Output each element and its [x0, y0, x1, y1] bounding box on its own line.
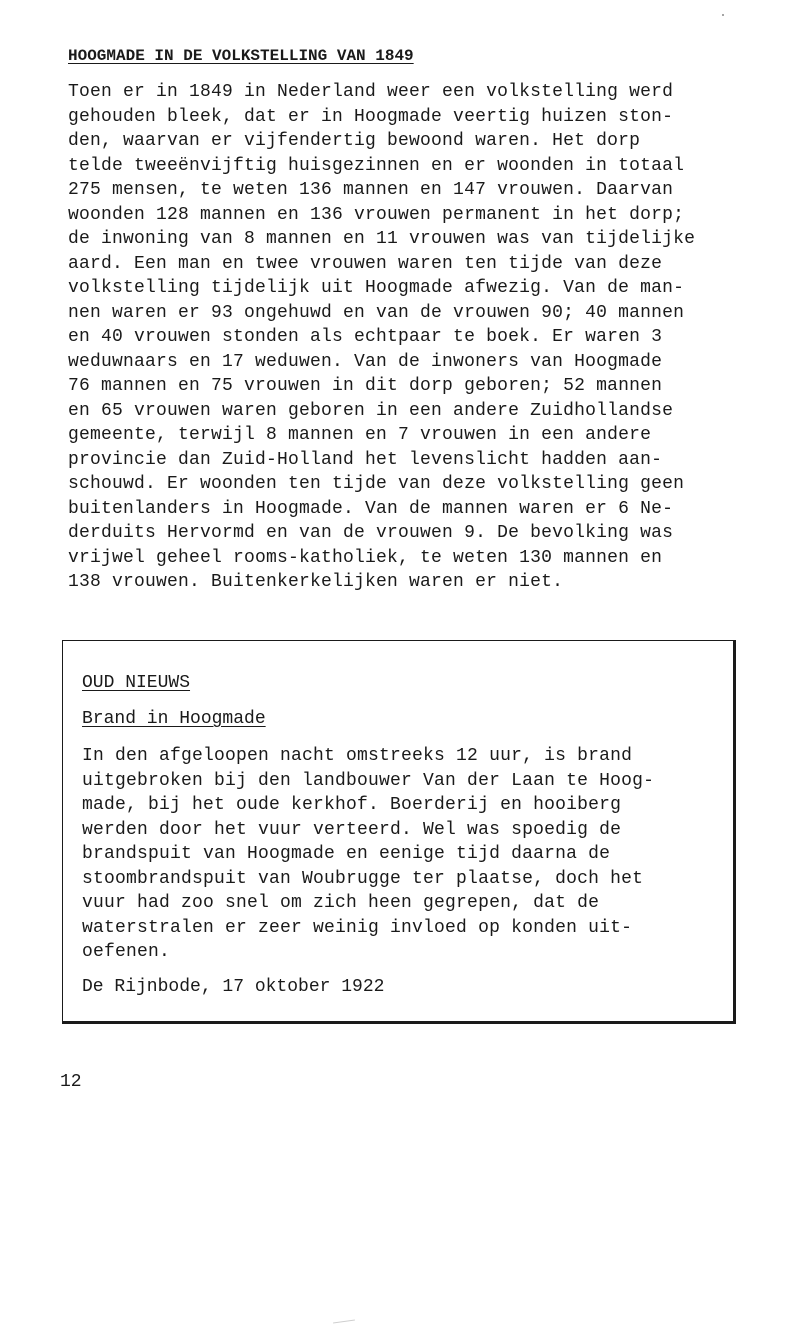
article-line: en 40 vrouwen stonden als echtpaar te boek. Er waren 3 — [68, 327, 663, 347]
article-line: nen waren er 93 ongehuwd en van de vrouwen 90; 40 mannen — [68, 302, 685, 323]
article-line: en 65 vrouwen waren geboren in een andere Zuidhollandse — [68, 400, 674, 421]
news-line: oefenen. — [82, 942, 171, 962]
article-line: gemeente, terwijl 8 mannen en 7 vrouwen in een andere — [68, 425, 652, 445]
article-line: telde tweeënvijftig huisgezinnen en er woonden in totaal — [68, 155, 685, 176]
scan-speck — [722, 14, 724, 16]
article-line: Toen er in 1849 in Nederland weer een volkstelling werd — [68, 82, 674, 102]
news-line: brandspuit van Hoogmade en eenige tijd daarna de — [82, 844, 611, 864]
article-line: de inwoning van 8 mannen en 11 vrouwen was van tijdelijke — [68, 229, 696, 249]
news-line: made, bij het oude kerkhof. Boerderij en hooiberg — [82, 795, 622, 815]
news-source: De Rijnbode, 17 oktober 1922 — [82, 977, 385, 997]
article-line: vrijwel geheel rooms-katholiek, te weten 130 mannen en — [68, 547, 663, 568]
article-line: weduwnaars en 17 weduwen. Van de inwoners van Hoogmade — [68, 351, 663, 372]
article-line: woonden 128 mannen en 136 vrouwen permanent in het dorp; — [68, 204, 685, 225]
old-news-label: OUD NIEUWS — [82, 673, 191, 693]
news-line: stoombrandspuit van Woubrugge ter plaatse, doch het — [82, 868, 644, 889]
news-headline: Brand in Hoogmade — [82, 709, 266, 729]
article-line: schouwd. Er woonden ten tijde van deze volkstelling geen — [68, 474, 685, 494]
news-line: uitgebroken bij den landbouwer Van der Laan te Hoog- — [82, 770, 655, 791]
article-line: aard. Een man en twee vrouwen waren ten tijde van deze — [68, 253, 663, 274]
article-title: HOOGMADE IN DE VOLKSTELLING VAN 1849 — [68, 47, 414, 65]
article-body — [68, 80, 768, 595]
article-line: volkstelling tijdelijk uit Hoogmade afwezig. Van de man- — [68, 278, 685, 298]
scan-smudge — [333, 1319, 355, 1323]
news-line: vuur had zoo snel om zich heen gegrepen, dat de — [82, 893, 600, 913]
news-line: werden door het vuur verteerd. Wel was spoedig de — [82, 819, 622, 840]
article-line: buitenlanders in Hoogmade. Van de mannen waren er 6 Ne- — [68, 498, 674, 519]
page-number: 12 — [60, 1072, 82, 1092]
article-line: den, waarvan er vijfendertig bewoond waren. Het dorp — [68, 131, 641, 151]
old-news-box — [62, 640, 736, 1024]
article-line: 138 vrouwen. Buitenkerkelijken waren er niet. — [68, 572, 564, 592]
article-line: 76 mannen en 75 vrouwen in dit dorp geboren; 52 mannen — [68, 376, 663, 396]
article-line: gehouden bleek, dat er in Hoogmade veertig huizen ston- — [68, 106, 674, 127]
article-line: derduits Hervormd en van de vrouwen 9. De bevolking was — [68, 523, 674, 543]
news-line: In den afgeloopen nacht omstreeks 12 uur, is brand — [82, 746, 633, 766]
news-body — [82, 744, 722, 965]
article-line: provincie dan Zuid-Holland het levenslicht hadden aan- — [68, 449, 663, 470]
news-line: waterstralen er zeer weinig invloed op konden uit- — [82, 917, 633, 938]
article-line: 275 mensen, te weten 136 mannen en 147 vrouwen. Daarvan — [68, 180, 674, 200]
